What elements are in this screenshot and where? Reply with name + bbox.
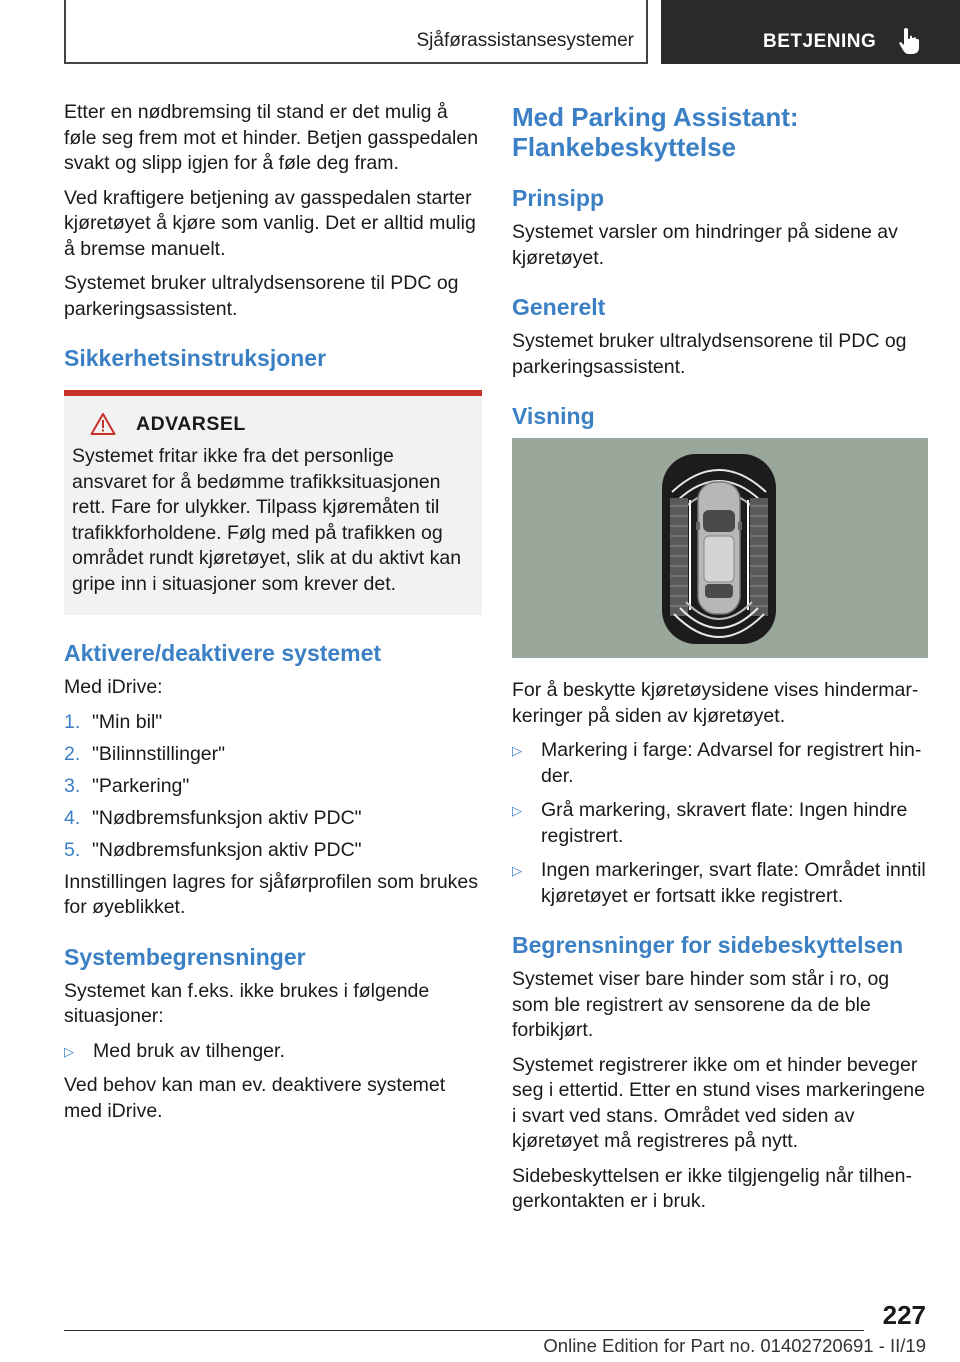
list-item: [512, 798, 930, 849]
list-item: [64, 1039, 482, 1065]
list-item-text: Grå markering, skravert flate: Ingen hindre registrert.: [541, 799, 908, 847]
warning-box: [64, 390, 482, 615]
step-number: 3.: [64, 774, 81, 797]
step-number: 1.: [64, 710, 81, 733]
principle-text: Systemet varsler om hindringer på sidene av kjøretøyet.: [512, 221, 898, 269]
principle-heading: Prinsipp: [512, 185, 605, 211]
step-number: 4.: [64, 806, 81, 829]
section-title: BETJENING: [763, 31, 877, 52]
side-limits-text-3: Sidebeskyttelsen er ikke tilgjengelig når tilhengerkontakten er i bruk.: [512, 1164, 912, 1212]
limits-heading: Systembegrensninger: [64, 943, 306, 970]
intro-paragraph-3: Systemet bruker ultralydsensorene til PDC og parkeringsassistent.: [64, 272, 459, 320]
step-number: 2.: [64, 742, 81, 765]
list-item: [512, 738, 930, 789]
list-item-text: Ingen markeringer, svart flate: Området inntil kjøretøyet er fortsatt ikke registrert.: [541, 859, 926, 907]
side-limits-heading: Begrensninger for sidebeskyttelsen: [512, 932, 904, 958]
general-text: Systemet bruker ultralydsensorene til PDC og parkeringsassistent.: [512, 330, 907, 378]
step-text: "Nødbremsfunksjon aktiv PDC": [92, 806, 362, 829]
chapter-title: Sjåførassistansesystemer: [416, 30, 634, 51]
bullet-triangle-icon: ▷: [512, 803, 522, 818]
hand-pointer-icon: [897, 26, 923, 56]
list-item: [64, 806, 482, 832]
warning-triangle-icon: [90, 412, 116, 436]
list-item-text: Med bruk av tilhenger.: [93, 1039, 285, 1062]
footer-edition: Online Edition for Part no. 01402720691 - II/19: [543, 1335, 926, 1356]
activate-steps: [64, 710, 482, 864]
step-number: 5.: [64, 838, 81, 861]
list-item: [64, 774, 482, 800]
step-text: "Parkering": [92, 774, 190, 797]
general-heading: Generelt: [512, 294, 606, 320]
safety-heading: Sikkerhetsinstruksjoner: [64, 345, 327, 371]
list-item: [64, 838, 482, 864]
header-section-box: [661, 0, 960, 64]
display-heading: Visning: [512, 403, 595, 429]
list-item: [64, 710, 482, 736]
step-text: "Nødbremsfunksjon aktiv PDC": [92, 838, 362, 861]
list-item-text: Markering i farge: Advarsel for registrert hinder.: [541, 739, 922, 787]
list-item: [64, 742, 482, 768]
header-chapter-box: [64, 0, 648, 64]
flank-protection-illustration: [512, 438, 928, 658]
left-column: [64, 100, 482, 1133]
right-column: [512, 100, 930, 1224]
activate-intro: Med iDrive:: [64, 676, 163, 698]
limits-note: Ved behov kan man ev. deaktivere systemet med iDrive.: [64, 1074, 446, 1122]
footer-divider: [64, 1330, 864, 1331]
display-text: For å beskytte kjøretøysidene vises hindermarkeringer på siden av kjøretøyet.: [512, 679, 919, 727]
intro-paragraph-1: Etter en nødbremsing til stand er det mulig å føle seg frem mot et hinder. Betjen gasspedalen svakt og slipp igjen for å føle deg fram.: [64, 101, 479, 174]
list-item: [512, 858, 930, 909]
warning-text: Systemet fritar ikke fra det personlige ansvaret for å bedømme trafikksituasjonen rett. Fare for ulykker. Tilpass kjøremåten til trafikkforholdene. Følg med på trafikken og området rundt kjøretøyet, slik at du aktivt kan gripe inn i situasjoner som krever det.: [72, 445, 462, 595]
car-top-view-image: [512, 438, 928, 658]
page-number: 227: [882, 1300, 926, 1330]
limits-intro: Systemet kan f.eks. ikke brukes i følgende situasjoner:: [64, 979, 430, 1027]
step-text: "Bilinnstillinger": [92, 742, 226, 765]
display-list: [512, 738, 930, 909]
section-main-title: Med Parking Assistant: Flankebeskyttelse: [512, 102, 799, 162]
bullet-triangle-icon: ▷: [64, 1043, 74, 1059]
step-text: "Min bil": [92, 710, 163, 733]
side-limits-text-1: Systemet viser bare hinder som står i ro, og som ble registrert av sensorene da de ble forbikjørt.: [512, 968, 890, 1041]
bullet-triangle-icon: ▷: [512, 743, 522, 758]
warning-title: ADVARSEL: [136, 412, 246, 435]
warning-header: [72, 412, 474, 436]
limits-list: [64, 1039, 482, 1065]
activate-heading: Aktivere/deaktivere systemet: [64, 640, 382, 666]
intro-paragraph-2: Ved kraftigere betjening av gasspedalen starter kjøretøyet å kjøre som vanlig. Det er alltid mulig å bremse manuelt.: [64, 186, 476, 260]
activate-note: Innstillingen lagres for sjåførprofilen som brukes for øyeblikket.: [64, 870, 479, 918]
bullet-triangle-icon: ▷: [512, 863, 522, 878]
side-limits-text-2: Systemet registrerer ikke om et hinder beveger seg i ettertid. Etter en stund vises markeringene i svart ved stans. Området ved siden av kjøretøyet må registreres på nytt.: [512, 1053, 925, 1152]
